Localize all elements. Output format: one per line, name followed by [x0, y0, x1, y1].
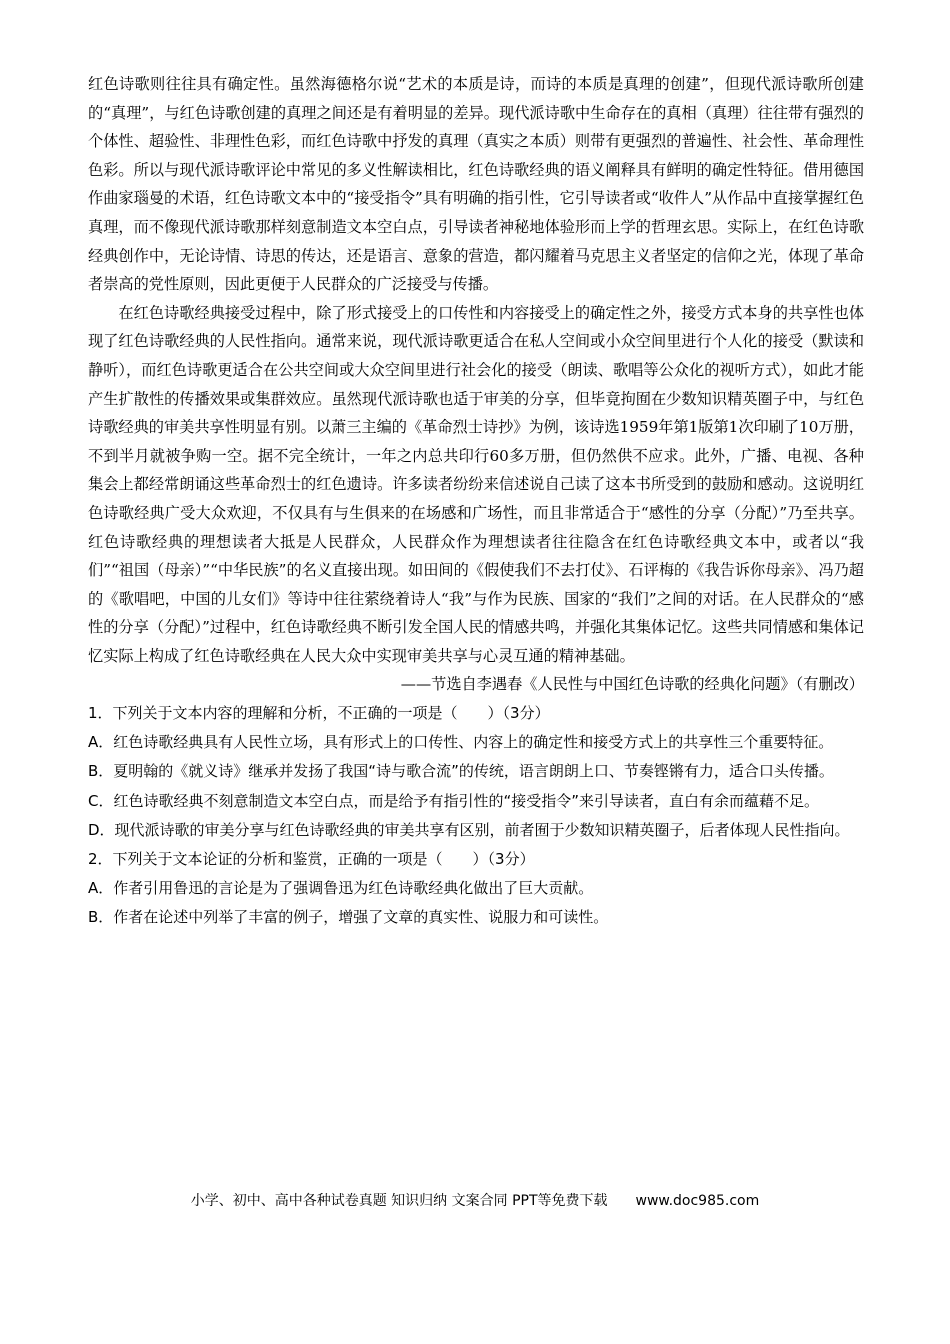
question-1-option-c: C．红色诗歌经典不刻意制造文本空白点，而是给予有指引性的“接受指令”来引导读者，直白有余而蕴藉不足。: [88, 791, 820, 810]
passage-source: ——节选自李遇春《人民性与中国红色诗歌的经典化问题》（有删改）: [400, 675, 864, 694]
question-1-option-d: D．现代派诗歌的审美分享与红色诗歌经典的审美共享有区别，前者囿于少数知识精英圈子，后者体现人民性指向。: [88, 820, 850, 839]
passage-paragraph-1: 红色诗歌则往往具有确定性。虽然海德格尔说“艺术的本质是诗，而诗的本质是真理的创建”，但现代派诗歌所创建的“真理”，与红色诗歌创建的真理之间还是有着明显的差异。现代派诗歌中生命存在的真相（真理）往往带有强烈的个体性、超验性、非理性色彩，而红色诗歌中抒发的真理（真实之本质）则带有更强烈的普遍性、社会性、革命理性色彩。所以与现代派诗歌评论中常见的多义性解读相比，红色诗歌经典的语义阐释具有鲜明的确定性特征。借用德国作曲家瑙曼的术语，红色诗歌文本中的“接受指令”具有明确的指引性，它引导读者或“收件人”从作品中直接掌握红色真理，而不像现代派诗歌那样刻意制造文本空白点，引导读者神秘地体验形而上学的哲理玄思。实际上，在红色诗歌经典创作中，无论诗情、诗思的传达，还是语言、意象的营造，都闪耀着马克思主义者坚定的信仰之光，体现了革命者崇高的党性原则，因此更便于人民群众的广泛接受与传播。: [88, 75, 864, 294]
question-2: [88, 845, 864, 933]
question-2-stem: 2．下列关于文本论证的分析和鉴赏，正确的一项是（ ）（3分）: [88, 850, 535, 869]
question-2-option-b: B．作者在论述中列举了丰富的例子，增强了文章的真实性、说服力和可读性。: [88, 908, 609, 927]
question-1-stem: 1．下列关于文本内容的理解和分析，不正确的一项是（ ）（3分）: [88, 704, 550, 723]
document-page: [88, 70, 864, 933]
question-1-option-b: B．夏明翰的《就义诗》继承并发扬了我国“诗与歌合流”的传统，语言朗朗上口、节奏铿锵有力，适合口头传播。: [88, 762, 834, 781]
question-2-option-a: A．作者引用鲁迅的言论是为了强调鲁迅为红色诗歌经典化做出了巨大贡献。: [88, 879, 594, 898]
passage-paragraph-2: 在红色诗歌经典接受过程中，除了形式接受上的口传性和内容接受上的确定性之外，接受方式本身的共享性也体现了红色诗歌经典的人民性指向。通常来说，现代派诗歌更适合在私人空间或小众空间里进行个人化的接受（默读和静听），而红色诗歌更适合在公共空间或大众空间里进行社会化的接受（朗读、歌唱等公众化的视听方式），如此才能产生扩散性的传播效果或集群效应。虽然现代派诗歌也适于审美的分享，但毕竟拘囿在少数知识精英圈子中，与红色诗歌经典的审美共享性明显有别。以萧三主编的《革命烈士诗抄》为例，该诗选1959年第1版第1次印刷了10万册，不到半月就被争购一空。据不完全统计，一年之内总共印行60多万册，但仍然供不应求。此外，广播、电视、各种集会上都经常朗诵这些革命烈士的红色遗诗。许多读者纷纷来信述说自己读了这本书所受到的鼓励和感动。这说明红色诗歌经典广受大众欢迎，不仅具有与生俱来的在场感和广场性，而且非常适合于“感性的分享（分配）”乃至共享。红色诗歌经典的理想读者大抵是人民群众，人民群众作为理想读者往往隐含在红色诗歌经典文本中，或者以“我们”“祖国（母亲）”“中华民族”的名义直接出现。如田间的《假使我们不去打仗》、石评梅的《我告诉你母亲》、冯乃超的《歌唱吧，中国的儿女们》等诗中往往萦绕着诗人“我”与作为民族、国家的“我们”之间的对话。在人民群众的“感性的分享（分配）”过程中，红色诗歌经典不断引发全国人民的情感共鸣，并强化其集体记忆。这些共同情感和集体记忆实际上构成了红色诗歌经典在人民大众中实现审美共享与心灵互通的精神基础。: [88, 303, 864, 665]
question-1-option-a: A．红色诗歌经典具有人民性立场，具有形式上的口传性、内容上的确定性和接受方式上的共享性三个重要特征。: [88, 733, 834, 752]
page-footer: 小学、初中、高中各种试卷真题 知识归纳 文案合同 PPT等免费下载 www.doc985.com: [190, 1193, 760, 1209]
question-1: [88, 699, 864, 845]
